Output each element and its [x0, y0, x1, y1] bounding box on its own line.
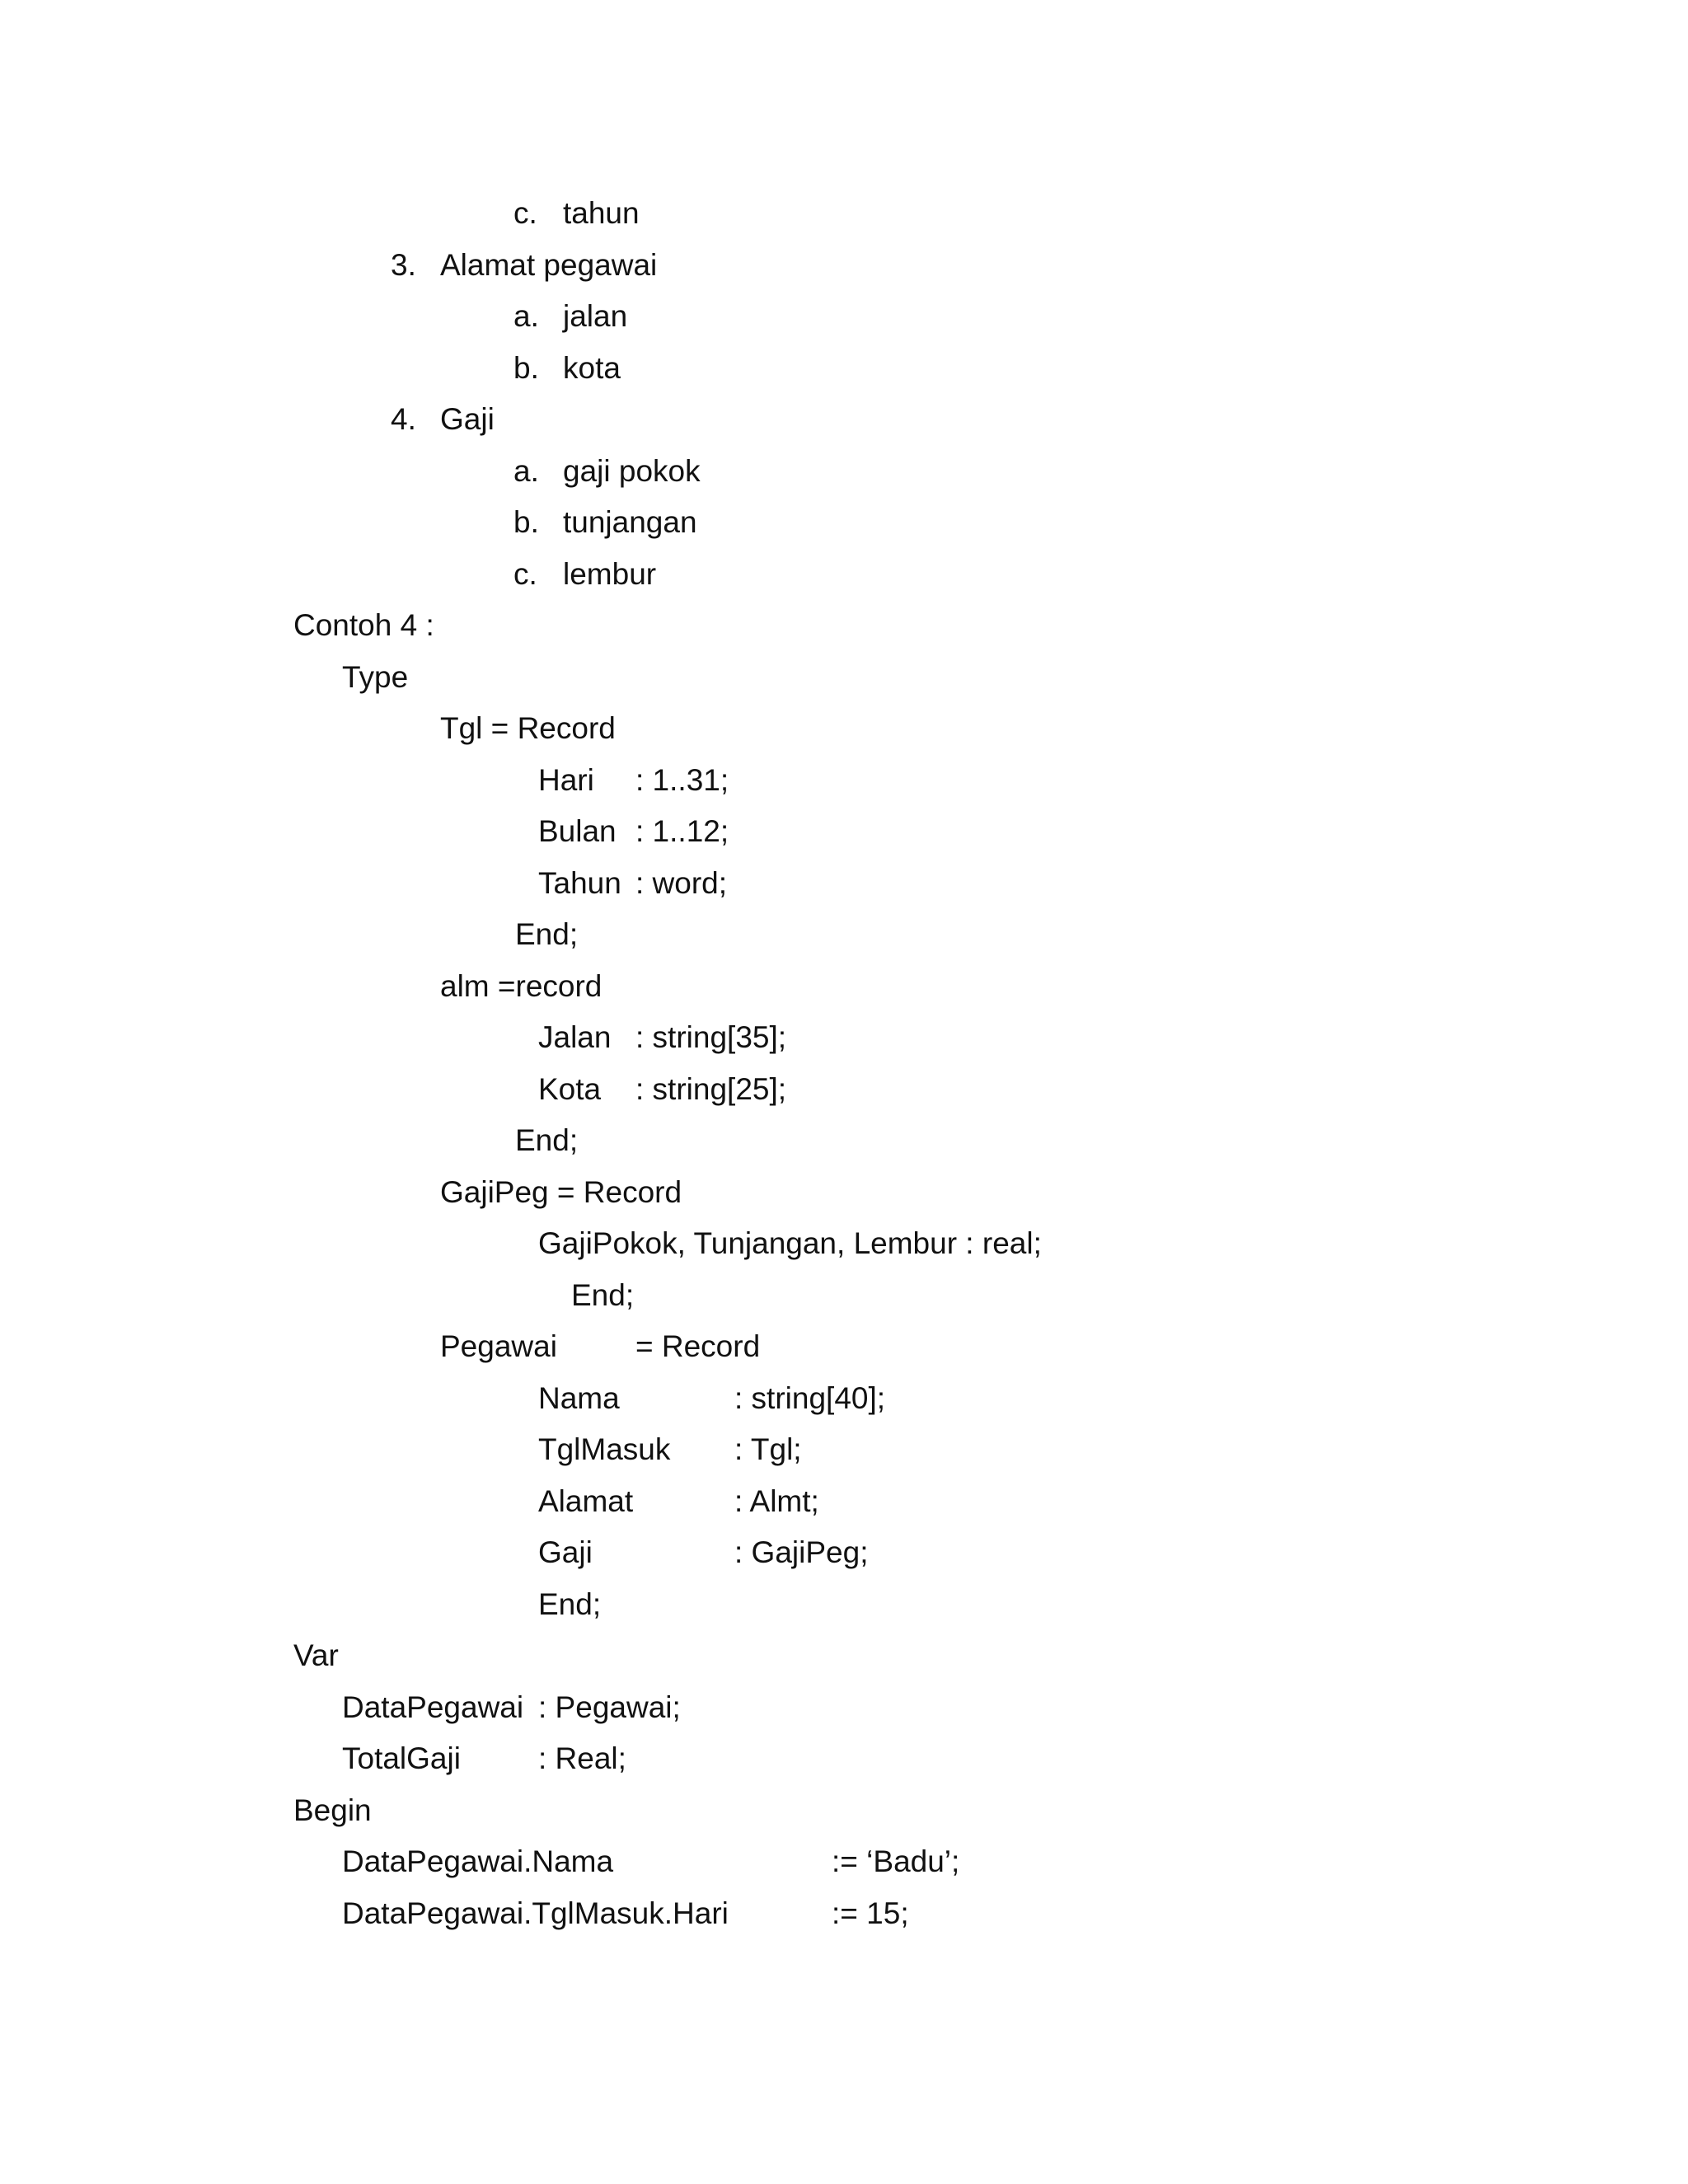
list-item-lembur: lembur [563, 557, 657, 591]
code-gajipeg-decl: GajiPeg = Record [440, 1175, 682, 1209]
code-var-name: DataPegawai [342, 1690, 524, 1724]
code-field-type: : string[35]; [635, 1020, 787, 1054]
code-begin-keyword: Begin [293, 1793, 372, 1827]
code-end: End; [515, 1123, 579, 1157]
example-heading: Contoh 4 : [293, 608, 434, 642]
code-field-type: : Almt; [734, 1484, 819, 1518]
list-item-jalan: jalan [563, 299, 628, 333]
code-var-type: : Pegawai; [538, 1690, 681, 1724]
code-var-name: TotalGaji [342, 1741, 461, 1775]
code-statement-value: := 15; [832, 1896, 909, 1930]
code-field-name: Tahun [538, 866, 621, 900]
code-gajipeg-fields: GajiPokok, Tunjangan, Lembur : real; [538, 1226, 1042, 1260]
code-var-keyword: Var [293, 1638, 339, 1672]
list-marker-a: a. [513, 299, 539, 333]
list-marker-c: c. [513, 557, 537, 591]
code-var-type: : Real; [538, 1741, 626, 1775]
code-field-type: : GajiPeg; [734, 1535, 869, 1569]
code-type-keyword: Type [342, 660, 409, 694]
list-marker-3: 3. [391, 248, 416, 282]
code-field-type: : 1..31; [635, 763, 729, 797]
code-pegawai-decl-eq: = Record [635, 1329, 761, 1363]
code-end: End; [538, 1587, 602, 1621]
code-field-type: : Tgl; [734, 1432, 802, 1466]
code-statement-value: := ‘Badu’; [832, 1844, 960, 1878]
list-item-kota: kota [563, 351, 621, 385]
code-field-name: TglMasuk [538, 1432, 671, 1466]
list-item-tahun: tahun [563, 196, 640, 230]
list-marker-b: b. [513, 505, 539, 539]
code-field-type: : word; [635, 866, 728, 900]
code-field-name: Nama [538, 1381, 620, 1415]
code-statement-target: DataPegawai.TglMasuk.Hari [342, 1896, 729, 1930]
code-field-type: : string[40]; [734, 1381, 886, 1415]
code-field-name: Alamat [538, 1484, 634, 1518]
code-alm-decl: alm =record [440, 969, 603, 1003]
list-marker-c: c. [513, 196, 537, 230]
code-end: End; [515, 917, 579, 951]
code-field-name: Jalan [538, 1020, 612, 1054]
code-field-name: Bulan [538, 814, 617, 848]
code-field-name: Gaji [538, 1535, 593, 1569]
list-item-gaji-pokok: gaji pokok [563, 454, 701, 488]
code-statement-target: DataPegawai.Nama [342, 1844, 614, 1878]
list-marker-a: a. [513, 454, 539, 488]
code-pegawai-decl-name: Pegawai [440, 1329, 557, 1363]
code-field-type: : string[25]; [635, 1072, 787, 1106]
list-marker-b: b. [513, 351, 539, 385]
list-item-tunjangan: tunjangan [563, 505, 697, 539]
code-tgl-decl: Tgl = Record [440, 711, 616, 745]
code-end: End; [571, 1278, 635, 1312]
list-item-gaji: Gaji [440, 402, 495, 436]
list-marker-4: 4. [391, 402, 416, 436]
list-item-alamat-pegawai: Alamat pegawai [440, 248, 658, 282]
code-field-name: Hari [538, 763, 594, 797]
code-field-type: : 1..12; [635, 814, 729, 848]
code-field-name: Kota [538, 1072, 602, 1106]
